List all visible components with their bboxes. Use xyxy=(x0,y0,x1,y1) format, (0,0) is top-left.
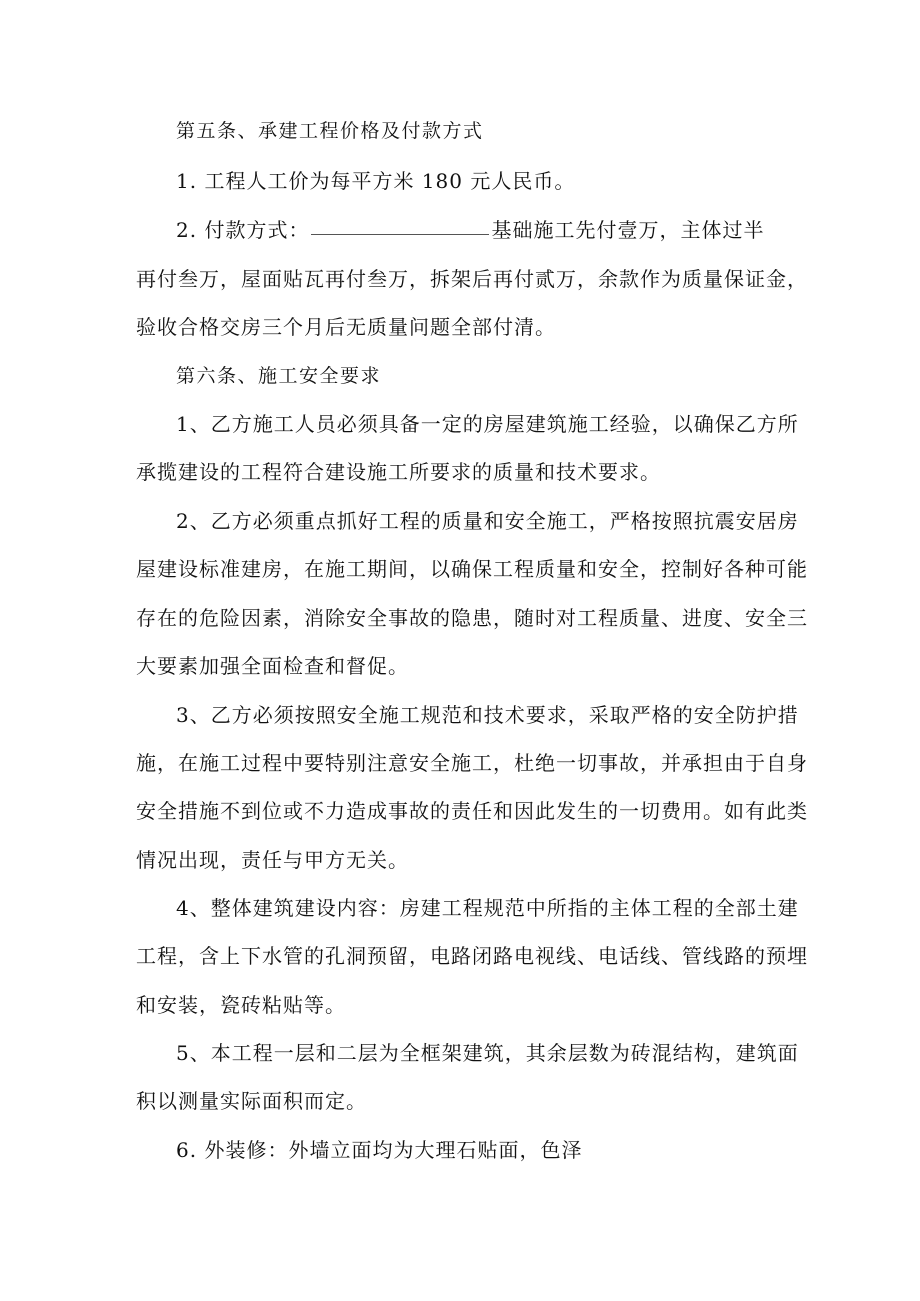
payment-blank-underline xyxy=(311,233,489,235)
article-6-para-4-line: 工程，含上下水管的孔洞预留，电路闭路电视线、电话线、管线路的预埋 xyxy=(136,944,808,968)
article-5-item-1: 1. 工程人工价为每平方米 180 元人民币。 xyxy=(176,169,576,193)
article-6-para-6-first: 6. 外装修：外墙立面均为大理石贴面，色泽 xyxy=(176,1138,583,1162)
article-5-item-2-line: 再付叁万，屋面贴瓦再付叁万，拆架后再付贰万，余款作为质量保证金， xyxy=(136,267,808,291)
article-6-para-5-first: 5、本工程一层和二层为全框架建筑，其余层数为砖混结构，建筑面 xyxy=(176,1041,799,1065)
article-6-para-3-first: 3、乙方必须按照安全施工规范和技术要求，采取严格的安全防护措 xyxy=(176,703,799,727)
article-6-para-2-line: 屋建设标准建房，在施工期间，以确保工程质量和安全，控制好各种可能 xyxy=(136,557,808,581)
article-6-para-3-line: 安全措施不到位或不力造成事故的责任和因此发生的一切费用。如有此类 xyxy=(136,799,808,823)
article-6-title: 第六条、施工安全要求 xyxy=(176,365,382,387)
article-6-para-5-line: 积以测量实际面积而定。 xyxy=(136,1089,367,1113)
article-5-title: 第五条、承建工程价格及付款方式 xyxy=(176,120,484,142)
article-6-para-3-line: 情况出现，责任与甲方无关。 xyxy=(136,848,409,872)
payment-method-tail: 基础施工先付壹万，主体过半 xyxy=(491,218,765,242)
article-6-para-2-line: 存在的危险因素，消除安全事故的隐患，随时对工程质量、进度、安全三 xyxy=(136,606,808,630)
article-6-para-1-first: 1、乙方施工人员必须具备一定的房屋建筑施工经验，以确保乙方所 xyxy=(176,412,799,436)
article-6-para-2-first: 2、乙方必须重点抓好工程的质量和安全施工，严格按照抗震安居房 xyxy=(176,509,799,533)
article-5-item-2 xyxy=(176,216,826,244)
article-6-para-4-line: 和安装，瓷砖粘贴等。 xyxy=(136,993,346,1017)
article-6-para-4-first: 4、整体建筑建设内容：房建工程规范中所指的主体工程的全部土建 xyxy=(176,896,799,920)
article-6-para-1-line: 承揽建设的工程符合建设施工所要求的质量和技术要求。 xyxy=(136,460,661,484)
article-6-para-2-line: 大要素加强全面检查和督促。 xyxy=(136,654,409,678)
article-6-para-3-line: 施，在施工过程中要特别注意安全施工，杜绝一切事故，并承担由于自身 xyxy=(136,751,808,775)
article-5-item-2-line: 验收合格交房三个月后无质量问题全部付清。 xyxy=(136,315,556,339)
payment-method-label: 2. 付款方式： xyxy=(176,218,310,242)
